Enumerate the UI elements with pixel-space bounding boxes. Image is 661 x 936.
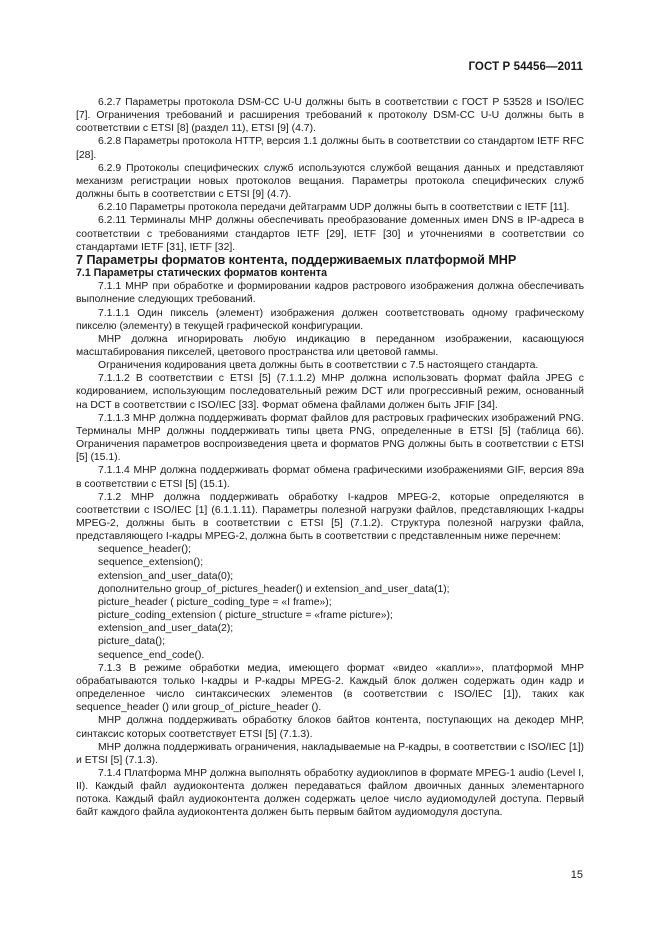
code-line: sequence_end_code(). (98, 649, 205, 661)
code-line: дополнительно group_of_pictures_header() и extension_and_user_data(1); (98, 583, 450, 595)
paragraph-7-1-1-2: 7.1.1.2 В соответствии с ETSI [5] (7.1.1.2) МНР должна использовать формат файла JPEG с кодированием, использующим последовательный режим DCT или прогрессивный режим, основанный на DCT в соответствии с ISO/IEC [33]. Формат обмена файлами должен быть JFIF [34]. (76, 373, 584, 411)
paragraph-7-1-2: 7.1.2 МНР должна поддерживать обработку I-кадров MPEG-2, которые определяются в соответствии с ISO/IEC [1] (6.1.1.11). Параметры полезной нагрузки файлов, представляющих I-кадры MPEG-2, должны быть в соответствии с ETSI [5] (7.1.2). Структура полезной нагрузки файла, представляющего I-кадры MPEG-2, должна быть в соответствии с представленным ниже перечнем: (76, 491, 584, 543)
paragraph-7-1-3-c: МНР должна поддерживать ограничения, накладываемые на P-кадры, в соответствии с ISO/IEC [1]) и ETSI [5] (7.1.3). (76, 741, 584, 766)
code-line: picture_coding_extension ( picture_structure = «frame picture»); (98, 610, 393, 622)
paragraph-7-1-1-1-c: Ограничения кодирования цвета должны быть в соответствии с 7.5 настоящего стандарта. (98, 360, 539, 372)
document-body (76, 96, 584, 820)
paragraph-7-1-1-1-b: МНР должна игнорировать любую индикацию в переданном изображении, касающуюся масштабирования пикселей, цветового пространства или цветовой гаммы. (76, 333, 584, 358)
code-line: picture_header ( picture_coding_type = «I frame»); (98, 596, 332, 608)
code-line: sequence_extension(); (98, 557, 204, 569)
subsection-heading-7-1: 7.1 Параметры статических форматов контента (76, 267, 327, 280)
code-line: extension_and_user_data(2); (98, 623, 234, 635)
paragraph-7-1-3-b: МНР должна поддерживать обработку блоков байтов контента, поступающих на декодер МНР, синтаксис которых соответствует ETSI [5] (7.1.3). (76, 715, 584, 740)
code-line: sequence_header(); (98, 544, 192, 556)
code-line: picture_data(); (98, 636, 165, 648)
code-line: extension_and_user_data(0); (98, 570, 234, 582)
paragraph-7-1-4: 7.1.4 Платформа МНР должна выполнять обработку аудиоклипов в формате MPEG-1 audio (Level I, II). Каждый файл аудиоконтента должен передаваться файлом двоичных данных элементарного потока. Каждый файл аудиоконтента должен содержать целое число аудиомодулей доступа. Первый байт каждого файла аудиоконтента должен быть первым байтом аудиомодуля доступа. (76, 767, 584, 819)
paragraph-7-1-1-1: 7.1.1.1 Один пиксель (элемент) изображения должен соответствовать одному графическому пикселю (элементу) в текущей графической конфигурации. (76, 307, 584, 332)
paragraph-6-2-11: 6.2.11 Терминалы МНР должны обеспечивать преобразование доменных имен DNS в IP-адреса в соответствии с требованиями стандартов IETF [29], IETF [30] и уточнениями в соответствии со стандартами IETF [31], IETF [32]. (76, 215, 584, 253)
page-number: 15 (570, 869, 583, 881)
paragraph-6-2-7: 6.2.7 Параметры протокола DSM-CC U-U должны быть в соответствии с ГОСТ Р 53528 и ISO/IEC [7]. Ограничения требований и расширения требований к протоколу DSM-CC U-U должны быть в соответствии с ETSI [8] (раздел 11), ETSI [9] (4.7). (76, 97, 584, 135)
paragraph-7-1-3: 7.1.3 В режиме обработки медиа, имеющего формат «видео «капли»», платформой МНР обрабатываются только I-кадры и P-кадры MPEG-2. Каждый блок должен содержать один кадр и определенное число синтаксических элементов (в соответствии с ISO/IEC [1]), таких как sequence_header () или group_of_picture_header (). (76, 662, 584, 714)
paragraph-6-2-9: 6.2.9 Протоколы специфических служб используются службой вещания данных и представляют механизм регистрации новых протоколов вещания. Параметры протокола специфических служб должны быть в соответствии с ETSI [9] (4.7). (76, 162, 584, 201)
section-heading-7: 7 Параметры форматов контента, поддерживаемых платформой МНР (76, 252, 517, 267)
paragraph-7-1-1-4: 7.1.1.4 МНР должна поддерживать формат обмена графическими изображениями GIF, версия 89a в соответствии с ETSI [5] (15.1). (76, 465, 584, 490)
paragraph-6-2-10: 6.2.10 Параметры протокола передачи дейтаграмм UDP должны быть в соответствии с IETF [11]. (98, 202, 570, 214)
paragraph-7-1-1: 7.1.1 МНР при обработке и формировании кадров растрового изображения должна обеспечивать выполнение следующих требований. (76, 281, 584, 306)
paragraph-7-1-1-3: 7.1.1.3 МНР должна поддерживать формат файлов для растровых графических изображений PNG. Терминалы МНР должны поддерживать типы цвета PNG, определенные в ETSI [5] (таблица 66). Ограничения параметров воспроизведения цвета и форматов PNG должны быть в соответствии с ETSI [5] (15.1). (76, 412, 584, 464)
document-header: ГОСТ Р 54456—2011 (468, 61, 583, 73)
paragraph-6-2-8: 6.2.8 Параметры протокола HTTP, версия 1.1 должны быть в соответствии со стандартом IETF RFC [28]. (76, 136, 584, 161)
